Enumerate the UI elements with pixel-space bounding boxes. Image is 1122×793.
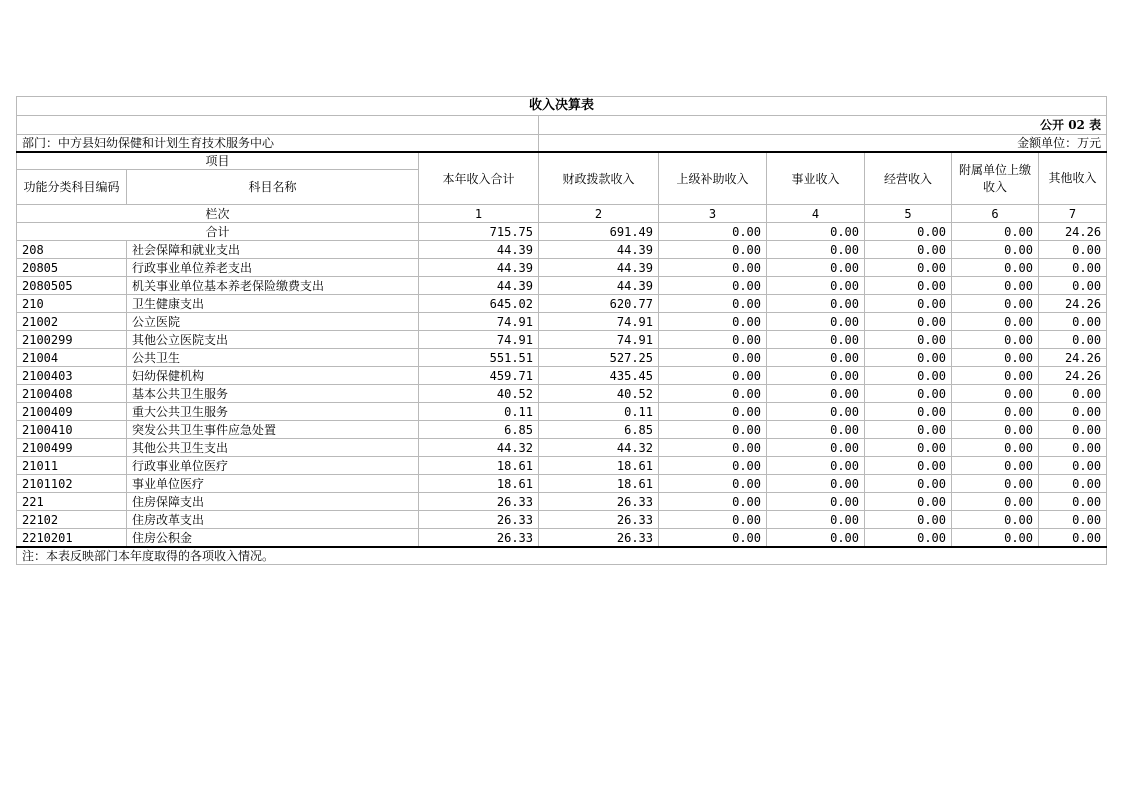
table-row: [17, 493, 1107, 511]
row-value: 0.00: [767, 475, 865, 493]
row-value: 74.91: [539, 331, 659, 349]
table-title: 收入决算表: [17, 97, 1107, 116]
row-value: 0.00: [952, 511, 1039, 529]
row-name: 公立医院: [127, 313, 419, 331]
row-value: 0.00: [1039, 475, 1107, 493]
row-value: 0.00: [1039, 331, 1107, 349]
column-number: 7: [1039, 205, 1107, 223]
row-value: 0.00: [767, 439, 865, 457]
total-value: 715.75: [419, 223, 539, 241]
row-value: 0.00: [865, 457, 952, 475]
total-value: 691.49: [539, 223, 659, 241]
row-value: 0.00: [659, 331, 767, 349]
row-value: 0.00: [952, 241, 1039, 259]
row-value: 0.00: [659, 403, 767, 421]
row-code: 2100403: [17, 367, 127, 385]
row-value: 0.11: [539, 403, 659, 421]
table-row: [17, 367, 1107, 385]
row-value: 26.33: [419, 511, 539, 529]
table-row: [17, 457, 1107, 475]
row-value: 0.00: [952, 403, 1039, 421]
row-name: 其他公共卫生支出: [127, 439, 419, 457]
form-number: 公开 02 表: [539, 116, 1107, 135]
row-value: 0.00: [659, 349, 767, 367]
row-name: 重大公共卫生服务: [127, 403, 419, 421]
row-code: 210: [17, 295, 127, 313]
row-name: 机关事业单位基本养老保险缴费支出: [127, 277, 419, 295]
row-value: 44.32: [419, 439, 539, 457]
header-col-3: 上级补助收入: [659, 152, 767, 205]
table-row: [17, 313, 1107, 331]
row-value: 551.51: [419, 349, 539, 367]
table-row: [17, 421, 1107, 439]
row-value: 44.39: [419, 259, 539, 277]
row-value: 0.00: [767, 259, 865, 277]
row-code: 2100299: [17, 331, 127, 349]
row-name: 社会保障和就业支出: [127, 241, 419, 259]
row-value: 0.00: [1039, 277, 1107, 295]
table-row: [17, 529, 1107, 548]
row-name: 突发公共卫生事件应急处置: [127, 421, 419, 439]
row-name: 卫生健康支出: [127, 295, 419, 313]
row-value: 0.00: [659, 241, 767, 259]
row-value: 0.00: [659, 259, 767, 277]
total-value: 0.00: [659, 223, 767, 241]
table-row: [17, 475, 1107, 493]
total-row: [17, 223, 1107, 241]
row-value: 645.02: [419, 295, 539, 313]
row-code: 2100408: [17, 385, 127, 403]
row-value: 74.91: [419, 313, 539, 331]
row-value: 0.00: [865, 241, 952, 259]
row-value: 0.00: [767, 421, 865, 439]
row-code: 21004: [17, 349, 127, 367]
row-value: 0.00: [865, 421, 952, 439]
table-row: [17, 403, 1107, 421]
row-value: 0.00: [659, 385, 767, 403]
row-value: 0.00: [865, 403, 952, 421]
row-value: 0.00: [1039, 511, 1107, 529]
row-value: 0.00: [767, 529, 865, 548]
row-value: 0.00: [952, 421, 1039, 439]
row-name: 住房保障支出: [127, 493, 419, 511]
row-code: 221: [17, 493, 127, 511]
row-value: 0.00: [1039, 529, 1107, 548]
row-code: 22102: [17, 511, 127, 529]
row-value: 0.00: [952, 349, 1039, 367]
row-value: 26.33: [539, 511, 659, 529]
row-name: 妇幼保健机构: [127, 367, 419, 385]
row-value: 0.00: [659, 457, 767, 475]
department-row: [17, 135, 1107, 153]
row-value: 0.00: [865, 295, 952, 313]
row-value: 0.00: [767, 367, 865, 385]
row-value: 26.33: [539, 529, 659, 548]
row-value: 0.00: [952, 439, 1039, 457]
row-value: 0.00: [865, 493, 952, 511]
row-value: 0.00: [952, 367, 1039, 385]
row-value: 0.00: [767, 403, 865, 421]
row-value: 0.00: [659, 511, 767, 529]
row-value: 44.39: [539, 241, 659, 259]
row-value: 0.00: [659, 277, 767, 295]
row-value: 44.39: [539, 259, 659, 277]
row-value: 0.00: [767, 349, 865, 367]
header-col-7: 其他收入: [1039, 152, 1107, 205]
form-number-row: [17, 116, 1107, 135]
row-value: 0.00: [952, 277, 1039, 295]
header-item: 项目: [17, 152, 419, 170]
row-code: 208: [17, 241, 127, 259]
row-value: 0.00: [865, 439, 952, 457]
row-value: 0.00: [767, 457, 865, 475]
row-value: 0.00: [659, 313, 767, 331]
unit-label: 金额单位：万元: [539, 135, 1107, 153]
row-value: 435.45: [539, 367, 659, 385]
table-row: [17, 259, 1107, 277]
row-code: 20805: [17, 259, 127, 277]
total-value: 24.26: [1039, 223, 1107, 241]
row-value: 44.39: [419, 241, 539, 259]
row-value: 0.00: [1039, 241, 1107, 259]
title-row: [17, 97, 1107, 116]
row-value: 74.91: [419, 331, 539, 349]
row-value: 0.00: [952, 385, 1039, 403]
row-value: 0.00: [952, 493, 1039, 511]
row-value: 26.33: [419, 529, 539, 548]
header-col-2: 财政拨款收入: [539, 152, 659, 205]
row-value: 0.00: [952, 529, 1039, 548]
table-row: [17, 385, 1107, 403]
column-number: 6: [952, 205, 1039, 223]
row-code: 2210201: [17, 529, 127, 548]
header-col-4: 事业收入: [767, 152, 865, 205]
row-value: 0.00: [952, 475, 1039, 493]
row-value: 18.61: [419, 475, 539, 493]
row-value: 44.32: [539, 439, 659, 457]
row-value: 24.26: [1039, 295, 1107, 313]
row-value: 6.85: [539, 421, 659, 439]
column-number: 3: [659, 205, 767, 223]
row-value: 0.00: [767, 331, 865, 349]
row-value: 0.00: [659, 439, 767, 457]
row-value: 0.00: [1039, 493, 1107, 511]
table-row: [17, 295, 1107, 313]
row-value: 40.52: [539, 385, 659, 403]
row-value: 24.26: [1039, 349, 1107, 367]
column-number-row: [17, 205, 1107, 223]
row-name: 其他公立医院支出: [127, 331, 419, 349]
row-value: 0.11: [419, 403, 539, 421]
row-value: 0.00: [1039, 457, 1107, 475]
income-statement-sheet: [16, 96, 1106, 565]
table-row: [17, 277, 1107, 295]
total-value: 0.00: [865, 223, 952, 241]
row-name: 住房公积金: [127, 529, 419, 548]
row-value: 0.00: [865, 313, 952, 331]
row-value: 0.00: [952, 313, 1039, 331]
row-value: 26.33: [539, 493, 659, 511]
row-name: 行政事业单位医疗: [127, 457, 419, 475]
row-value: 0.00: [952, 295, 1039, 313]
header-name: 科目名称: [127, 170, 419, 205]
row-value: 0.00: [1039, 259, 1107, 277]
table-row: [17, 241, 1107, 259]
column-number: 5: [865, 205, 952, 223]
row-name: 基本公共卫生服务: [127, 385, 419, 403]
row-value: 18.61: [539, 475, 659, 493]
row-code: 21011: [17, 457, 127, 475]
row-value: 40.52: [419, 385, 539, 403]
row-value: 0.00: [865, 277, 952, 295]
row-value: 0.00: [865, 529, 952, 548]
income-table: [16, 96, 1107, 565]
row-value: 24.26: [1039, 367, 1107, 385]
note-row: [17, 547, 1107, 565]
total-value: 0.00: [952, 223, 1039, 241]
row-value: 0.00: [1039, 403, 1107, 421]
column-number: 2: [539, 205, 659, 223]
row-value: 0.00: [952, 259, 1039, 277]
row-value: 0.00: [865, 475, 952, 493]
row-code: 2100499: [17, 439, 127, 457]
row-value: 0.00: [767, 277, 865, 295]
header-col-1: 本年收入合计: [419, 152, 539, 205]
row-value: 0.00: [767, 511, 865, 529]
row-value: 0.00: [865, 331, 952, 349]
row-value: 0.00: [1039, 421, 1107, 439]
row-value: 0.00: [865, 385, 952, 403]
table-row: [17, 349, 1107, 367]
row-value: 0.00: [865, 367, 952, 385]
table-row: [17, 511, 1107, 529]
row-value: 0.00: [659, 295, 767, 313]
row-value: 0.00: [659, 421, 767, 439]
row-value: 0.00: [865, 259, 952, 277]
row-value: 620.77: [539, 295, 659, 313]
row-value: 0.00: [659, 529, 767, 548]
row-value: 44.39: [539, 277, 659, 295]
row-code: 21002: [17, 313, 127, 331]
row-value: 0.00: [659, 493, 767, 511]
row-value: 18.61: [539, 457, 659, 475]
row-value: 44.39: [419, 277, 539, 295]
header-row-1: [17, 152, 1107, 170]
column-number: 1: [419, 205, 539, 223]
row-value: 0.00: [659, 367, 767, 385]
row-value: 0.00: [767, 385, 865, 403]
row-value: 0.00: [659, 475, 767, 493]
row-value: 0.00: [865, 511, 952, 529]
row-value: 0.00: [767, 313, 865, 331]
row-value: 0.00: [767, 241, 865, 259]
total-label: 合计: [17, 223, 419, 241]
row-code: 2080505: [17, 277, 127, 295]
row-value: 0.00: [767, 493, 865, 511]
row-code: 2100410: [17, 421, 127, 439]
column-number-label: 栏次: [17, 205, 419, 223]
row-name: 住房改革支出: [127, 511, 419, 529]
row-value: 527.25: [539, 349, 659, 367]
column-number: 4: [767, 205, 865, 223]
header-col-6: 附属单位上缴收入: [952, 152, 1039, 205]
row-name: 公共卫生: [127, 349, 419, 367]
note-text: 注：本表反映部门本年度取得的各项收入情况。: [17, 547, 1107, 565]
department-label: 部门：中方县妇幼保健和计划生育技术服务中心: [17, 135, 539, 153]
header-code: 功能分类科目编码: [17, 170, 127, 205]
row-value: 0.00: [865, 349, 952, 367]
row-value: 459.71: [419, 367, 539, 385]
row-value: 0.00: [1039, 439, 1107, 457]
row-name: 行政事业单位养老支出: [127, 259, 419, 277]
table-row: [17, 331, 1107, 349]
row-value: 0.00: [952, 331, 1039, 349]
row-value: 26.33: [419, 493, 539, 511]
row-value: 18.61: [419, 457, 539, 475]
table-row: [17, 439, 1107, 457]
row-code: 2100409: [17, 403, 127, 421]
row-code: 2101102: [17, 475, 127, 493]
row-name: 事业单位医疗: [127, 475, 419, 493]
header-col-5: 经营收入: [865, 152, 952, 205]
row-value: 0.00: [767, 295, 865, 313]
row-value: 0.00: [1039, 313, 1107, 331]
row-value: 6.85: [419, 421, 539, 439]
row-value: 0.00: [1039, 385, 1107, 403]
row-value: 0.00: [952, 457, 1039, 475]
row-value: 74.91: [539, 313, 659, 331]
total-value: 0.00: [767, 223, 865, 241]
